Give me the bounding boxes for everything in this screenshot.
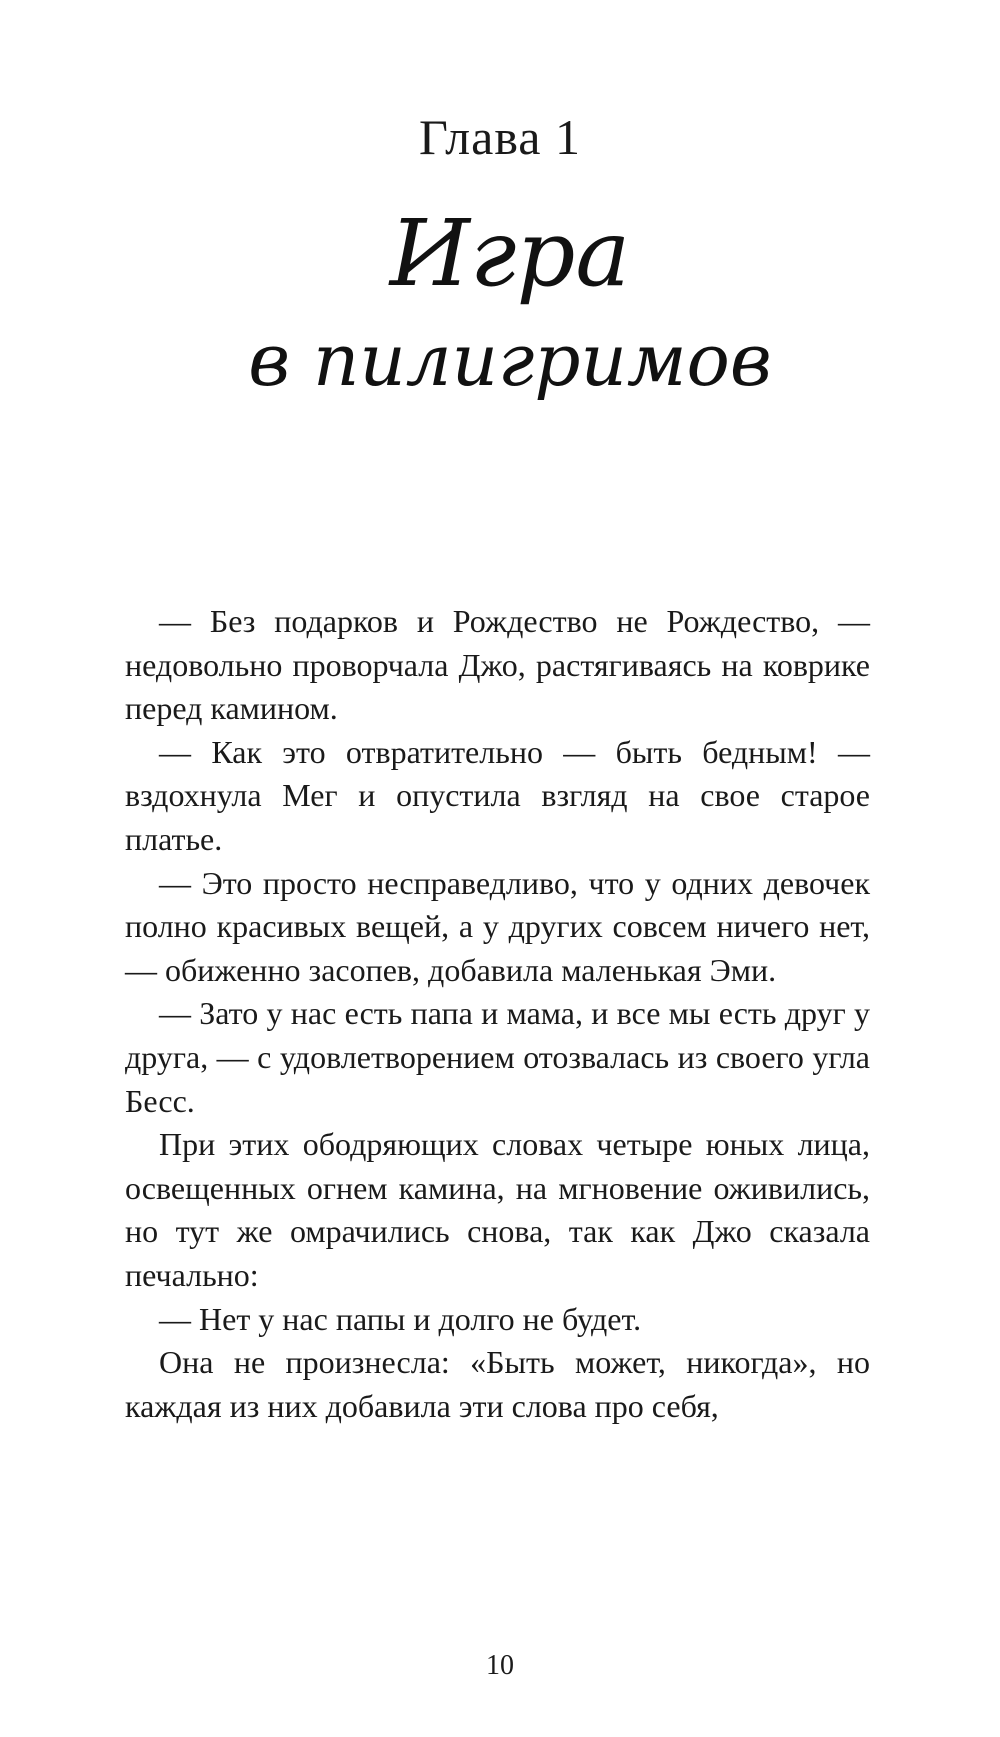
paragraph: — Это просто несправедливо, что у одних девочек полно красивых вещей, а у других совсем ничего нет, — обиженно засопев, добавила маленькая Эми. [125, 864, 870, 988]
paragraph: — Нет у нас папы и долго не будет. [159, 1300, 642, 1337]
paragraph: — Зато у нас есть папа и мама, и все мы есть друг у друга, — с удовлетворением отозвалась из своего угла Бесс. [125, 995, 870, 1119]
paragraph: — Как это отвратительно — быть бедным! — вздохнула Мег и опустила взгляд на свое старое платье. [125, 733, 870, 857]
page-number: 10 [486, 1650, 514, 1681]
body-text [125, 600, 870, 1428]
paragraph: Она не произнесла: «Быть может, никогда», но каждая из них добавила эти слова про себя, [125, 1344, 870, 1424]
chapter-title [248, 190, 772, 430]
paragraph: — Без подарков и Рождество не Рождество, — недовольно проворчала Джо, растягиваясь на коврике перед камином. [125, 603, 870, 727]
paragraph: При этих ободряющих словах четыре юных лица, освещенных огнем камина, на мгновение оживились, но тут же омрачились снова, так как Джо сказала печально: [125, 1126, 870, 1293]
chapter-title-script [248, 190, 772, 430]
chapter-title-line2: в пилигримов [248, 318, 772, 402]
chapter-number: Глава 1 [419, 109, 581, 165]
chapter-title-line1: Игра [389, 200, 631, 307]
